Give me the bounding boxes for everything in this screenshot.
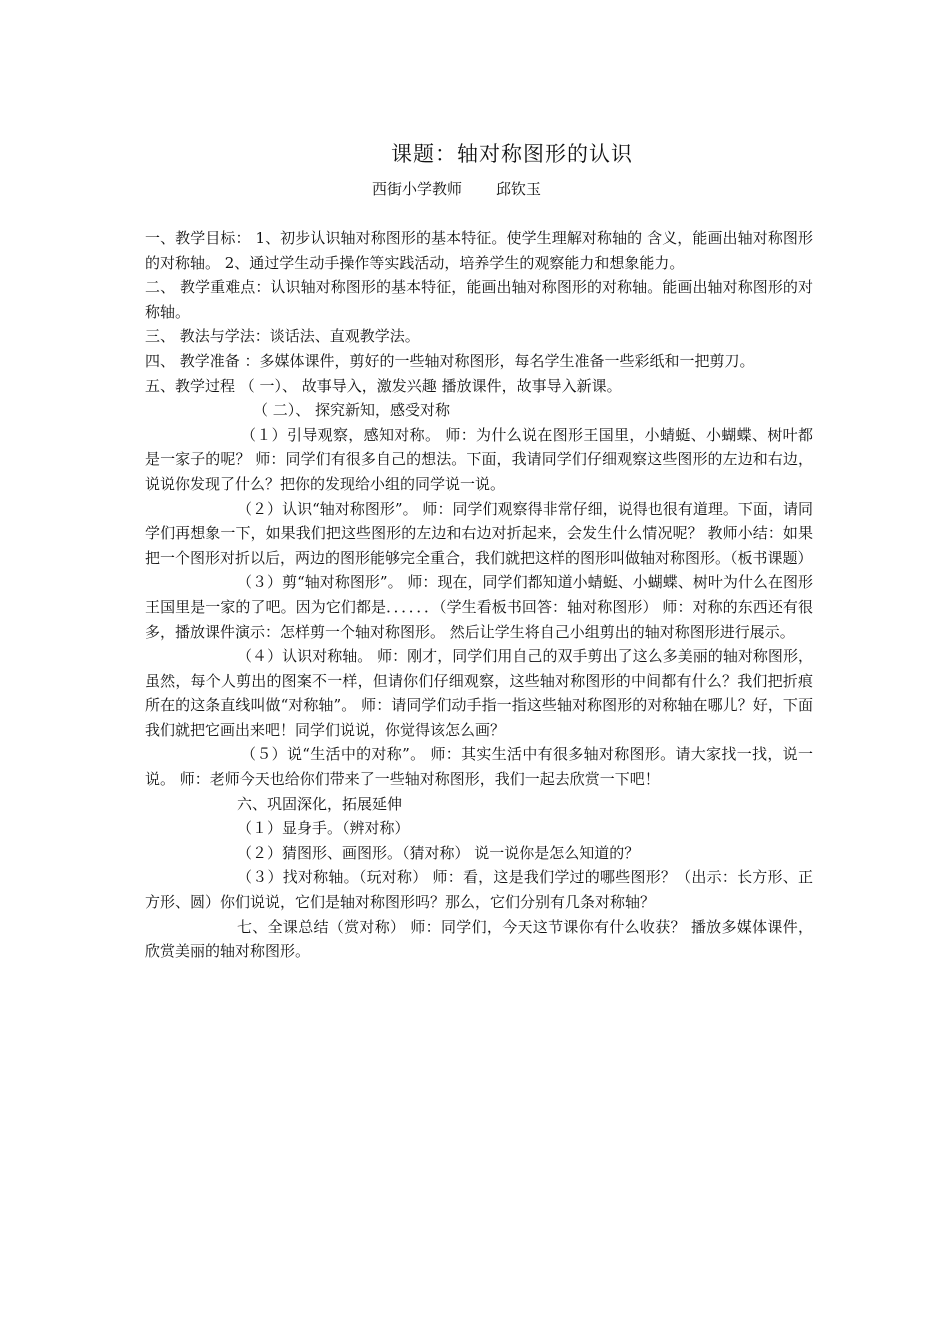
paragraph-step-1: （１）引导观察，感知对称。 师：为什么说在图形王国里，小蜻蜓、小蝴蝶、树叶都是一家子的呢？ 师：同学们有很多自己的想法。下面，我请同学们仔细观察这些图形的左边和右边，说说你发现了什么？把你的发现给小组的同学说一说。 xyxy=(145,425,813,493)
paragraph-consolidate: 六、巩固深化，拓展延伸 xyxy=(237,794,403,813)
paragraph-preparation: 四、 教学准备 ：多媒体课件，剪好的一些轴对称图形，每名学生准备一些彩纸和一把剪刀。 xyxy=(145,351,755,370)
document-title: 课题：轴对称图形的认识 xyxy=(391,142,633,166)
paragraph-consolidate-1: （１）显身手。（辨对称） xyxy=(237,819,410,838)
author-line xyxy=(372,178,541,199)
document-body xyxy=(145,226,813,964)
paragraph-step-4: （４）认识对称轴。 师：刚才，同学们用自己的双手剪出了这么多美丽的轴对称图形，虽然，每个人剪出的图案不一样，但请你们仔细观察，这些轴对称图形的中间都有什么？我们把折痕所在的这条直线叫做“对称轴”。 师：请同学们动手指一指这些轴对称图形的对称轴在哪儿？好，下面我们就把它画出来吧！同学们说说，你觉得该怎么画？ xyxy=(145,647,813,739)
paragraph-key-points: 二、 教学重难点：认识轴对称图形的基本特征，能画出轴对称图形的对称轴。能画出轴对称图形的对称轴。 xyxy=(145,278,813,321)
paragraph-objectives: 一、教学目标： 1、初步认识轴对称图形的基本特征。使学生理解对称轴的 含义，能画出轴对称图形的对称轴。 2、通过学生动手操作等实践活动，培养学生的观察能力和想象能力。 xyxy=(145,229,813,272)
paragraph-summary: 七、全课总结（赏对称） 师：同学们，今天这节课你有什么收获？ 播放多媒体课件，欣赏美丽的轴对称图形。 xyxy=(145,917,813,961)
author-school: 西街小学教师 xyxy=(372,180,463,198)
author-name: 邱钦玉 xyxy=(496,180,542,198)
paragraph-process-part2: （ 二）、 探究新知，感受对称 xyxy=(253,401,451,420)
paragraph-step-2: （２）认识“轴对称图形”。 师：同学们观察得非常仔细，说得也很有道理。下面，请同学们再想象一下，如果我们把这些图形的左边和右边对折起来，会发生什么情况呢？ 教师小结：如果把一个图形对折以后，两边的图形能够完全重合，我们就把这样的图形叫做轴对称图形。（板书课题） xyxy=(145,499,813,567)
paragraph-methods: 三、 教法与学法：谈话法、直观教学法。 xyxy=(145,327,420,346)
paragraph-step-5: （５）说“生活中的对称”。 师：其实生活中有很多轴对称图形。请大家找一找，说一说。 师：老师今天也给你们带来了一些轴对称图形，我们一起去欣赏一下吧！ xyxy=(145,745,813,789)
paragraph-consolidate-2: （２）猜图形、画图形。（猜对称） 说一说你是怎么知道的？ xyxy=(237,843,640,862)
paragraph-step-3: （３）剪“轴对称图形”。 师：现在，同学们都知道小蜻蜓、小蝴蝶、树叶为什么在图形王国里是一家的了吧。因为它们都是．．．．．．（学生看板书回答：轴对称图形） 师：对称的东西还有很多，播放课件演示：怎样剪一个轴对称图形。 然后让学生将自己小组剪出的轴对称图形进行展示。 xyxy=(145,573,813,641)
paragraph-consolidate-3: （３）找对称轴。（玩对称） 师：看，这是我们学过的哪些图形？（出示：长方形、正方形、圆）你们说说，它们是轴对称图形吗？那么，它们分别有几条对称轴？ xyxy=(145,868,813,912)
paragraph-process: 五、教学过程 （ 一）、 故事导入，激发兴趣 播放课件，故事导入新课。 xyxy=(145,376,622,395)
